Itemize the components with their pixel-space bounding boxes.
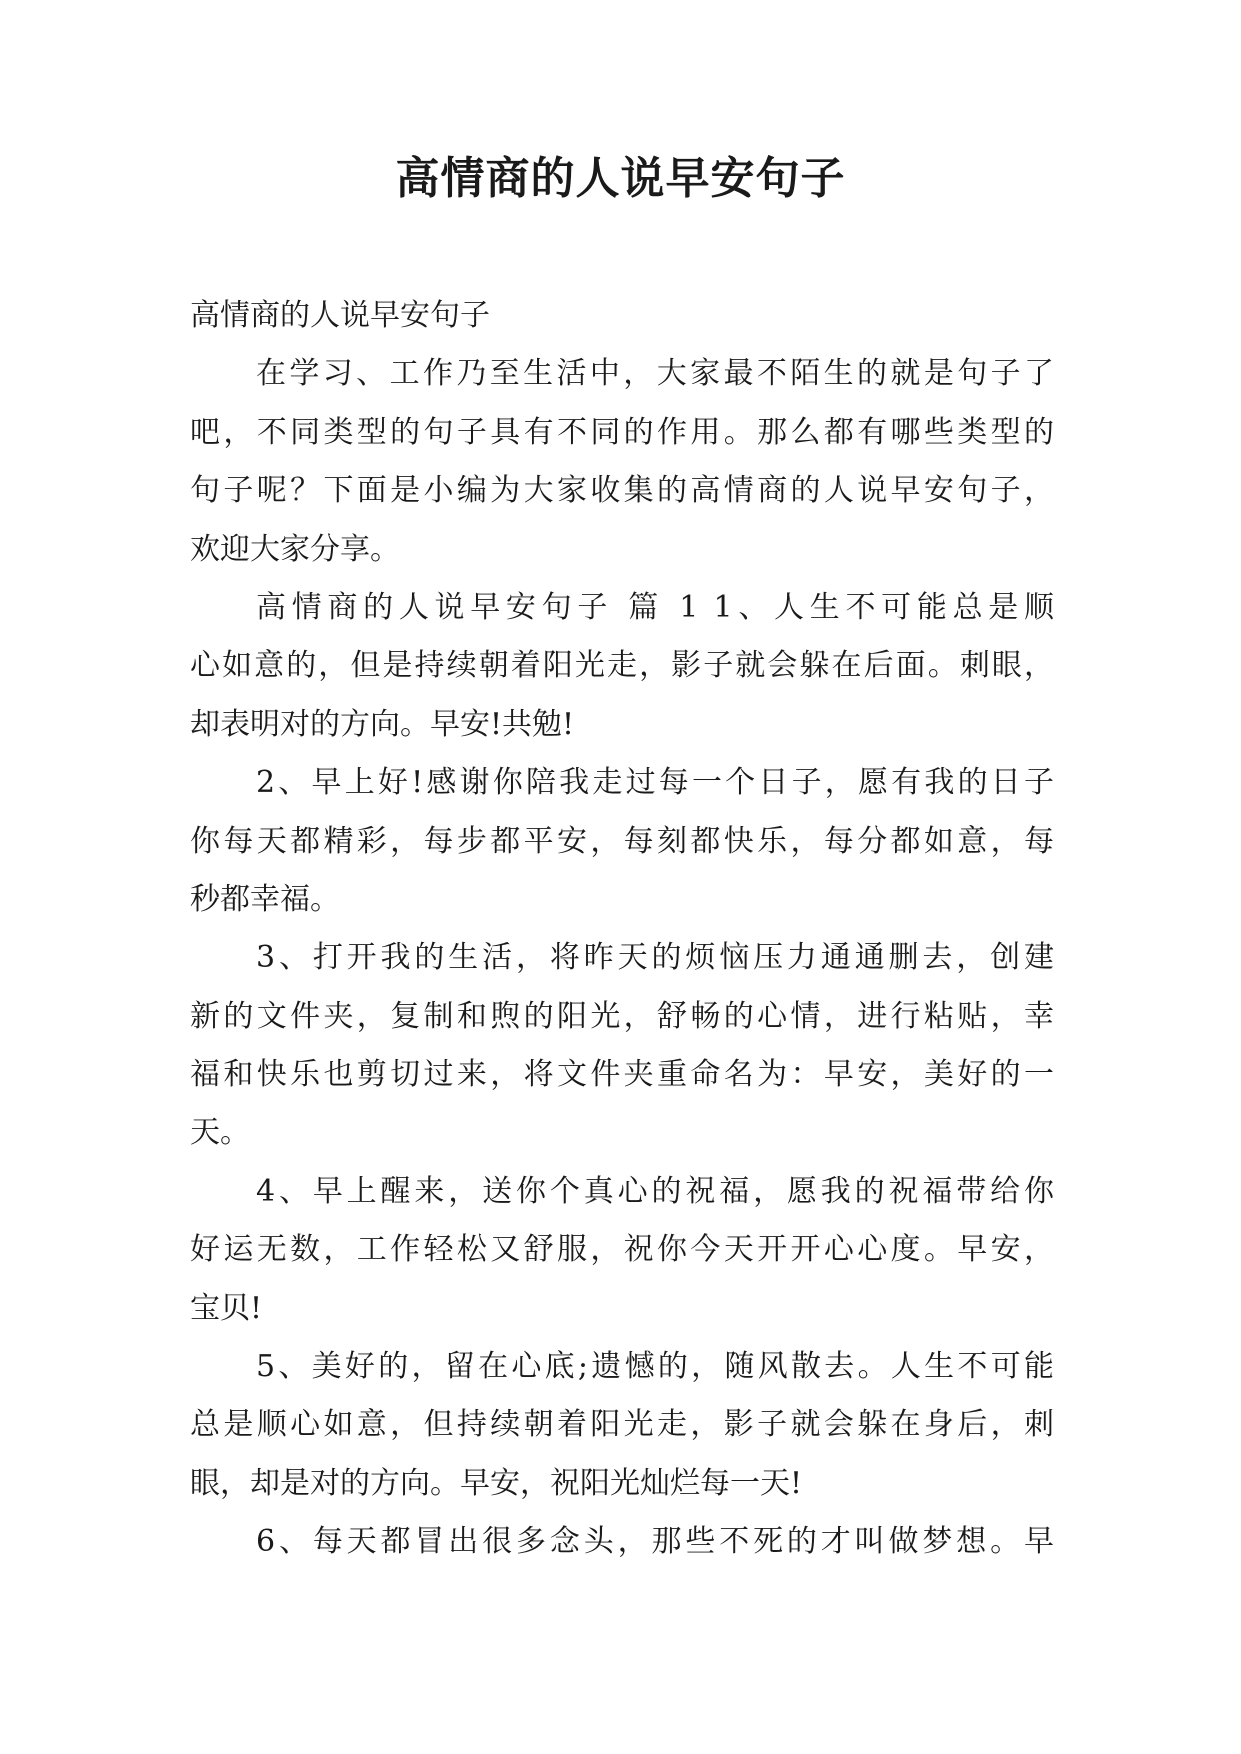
paragraph-item-2: [190, 754, 1054, 929]
paragraph-line: 5、美好的，留在心底;遗憾的，随风散去。人生不可能: [256, 1349, 1054, 1385]
paragraph-line: 宝贝!: [190, 1290, 263, 1326]
paragraph-line: 新的文件夹，复制和煦的阳光，舒畅的心情，进行粘贴，幸: [190, 998, 1054, 1034]
paragraph-line: 欢迎大家分享。: [190, 531, 400, 567]
paragraph-item-4: [190, 1163, 1054, 1338]
paragraph-line: 吧，不同类型的句子具有不同的作用。那么都有哪些类型的: [190, 414, 1054, 450]
paragraph-intro: [190, 345, 1054, 579]
paragraph-line: 心如意的，但是持续朝着阳光走，影子就会躲在后面。刺眼，: [190, 648, 1054, 684]
paragraph-line: 3、打开我的生活，将昨天的烦恼压力通通删去，创建: [256, 940, 1054, 976]
paragraph-line: 总是顺心如意，但持续朝着阳光走，影子就会躲在身后，刺: [190, 1407, 1054, 1443]
paragraph-item-1: [190, 579, 1054, 754]
paragraph-line: 天。: [190, 1115, 250, 1151]
paragraph-line: 2、早上好!感谢你陪我走过每一个日子，愿有我的日子: [256, 765, 1054, 801]
paragraph-line: 好运无数，工作轻松又舒服，祝你今天开开心心度。早安，: [190, 1232, 1054, 1268]
document-subtitle: 高情商的人说早安句子: [190, 298, 490, 333]
paragraph-line: 秒都幸福。: [190, 881, 340, 917]
paragraph-line: 眼，却是对的方向。早安，祝阳光灿烂每一天!: [190, 1465, 803, 1501]
paragraph-line: 却表明对的方向。早安!共勉!: [190, 706, 575, 742]
paragraph-line: 你每天都精彩，每步都平安，每刻都快乐，每分都如意，每: [190, 823, 1054, 859]
paragraph-item-6: [190, 1513, 1054, 1571]
paragraph-item-5: [190, 1338, 1054, 1513]
document-body: [190, 287, 1054, 1572]
paragraph-line: 高情商的人说早安句子 篇 1 1、人生不可能总是顺: [256, 589, 1054, 625]
paragraph-line: 在学习、工作乃至生活中，大家最不陌生的就是句子了: [256, 356, 1054, 392]
document-title: 高情商的人说早安句子: [395, 153, 846, 204]
paragraph-item-3: [190, 929, 1054, 1163]
paragraph-line: 句子呢？下面是小编为大家收集的高情商的人说早安句子，: [190, 473, 1054, 509]
paragraph-line: 6、每天都冒出很多念头，那些不死的才叫做梦想。早: [256, 1524, 1054, 1560]
paragraph-line: 福和快乐也剪切过来，将文件夹重命名为：早安，美好的一: [190, 1057, 1054, 1093]
paragraph-line: 4、早上醒来，送你个真心的祝福，愿我的祝福带给你: [256, 1173, 1054, 1209]
